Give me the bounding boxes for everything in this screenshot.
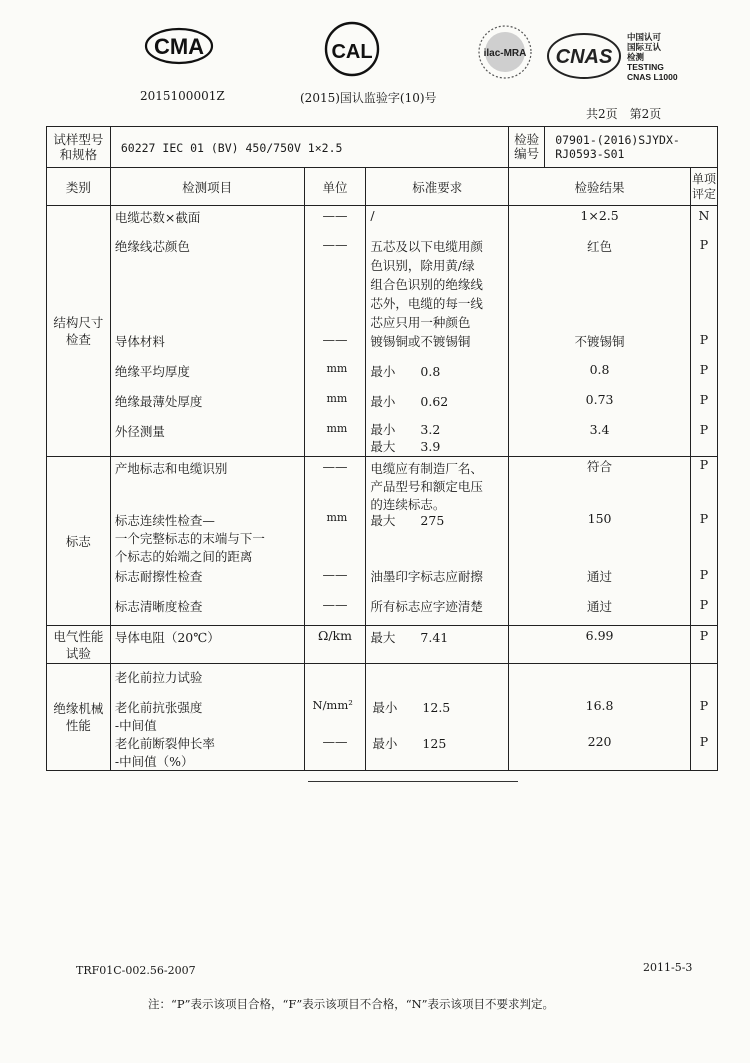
cma-number: 2015100001Z bbox=[140, 89, 225, 103]
unit: —— bbox=[322, 237, 348, 252]
structure-section bbox=[47, 206, 718, 457]
result: 150 bbox=[587, 511, 612, 526]
item-tensile-test: 老化前拉力试验 bbox=[114, 670, 203, 685]
item-elongation-line: -中间值（%） bbox=[114, 754, 194, 769]
unit: mm bbox=[326, 511, 348, 524]
item-elongation: 老化前断裂伸长率 bbox=[114, 736, 215, 751]
requirement-line: 芯应只用一种颜色 bbox=[370, 315, 471, 330]
mechanical-judgments bbox=[691, 664, 717, 770]
report-label-line: 编号 bbox=[514, 146, 540, 161]
category-line: 试验 bbox=[65, 645, 91, 661]
item-core-color: 绝缘线芯颜色 bbox=[114, 239, 190, 254]
mechanical-section bbox=[47, 664, 718, 771]
requirement-line: / bbox=[370, 208, 375, 223]
item-conductor: 导体材料 bbox=[114, 334, 165, 349]
cal-logo bbox=[322, 20, 382, 78]
unit: —— bbox=[322, 734, 348, 749]
requirement-line: 芯外，电缆的每一线 bbox=[370, 296, 483, 311]
judgment: P bbox=[699, 392, 709, 407]
judgment: P bbox=[699, 597, 709, 612]
item-mark-continuity-line: 一个完整标志的末端与下一 bbox=[114, 531, 265, 546]
legend-note: 注：“P”表示该项目合格，“F”表示该项目不合格，“N”表示该项目不要求判定。 bbox=[148, 997, 555, 1011]
result: 0.73 bbox=[585, 392, 614, 407]
requirement-line: 的连续标志。 bbox=[370, 497, 446, 512]
item-avg-thickness: 绝缘平均厚度 bbox=[114, 364, 190, 379]
structure-items bbox=[111, 206, 304, 456]
judgment: P bbox=[699, 734, 709, 749]
requirement-line: 组合色识别的绝缘线 bbox=[370, 277, 483, 292]
structure-category bbox=[47, 206, 111, 457]
result: 红色 bbox=[587, 239, 613, 254]
requirement-line: 最小 12.5 bbox=[372, 700, 451, 715]
col-judgment-line: 评定 bbox=[691, 186, 716, 201]
judgment: N bbox=[698, 208, 710, 223]
mechanical-requirements bbox=[366, 664, 508, 770]
cma-logo-text: CMA bbox=[153, 34, 205, 59]
form-date: 2011-5-3 bbox=[643, 961, 693, 974]
cma-logo bbox=[143, 26, 215, 66]
requirement-line: 最小 0.8 bbox=[370, 364, 441, 379]
requirement-line: 产品型号和额定电压 bbox=[370, 479, 483, 494]
category-line: 检查 bbox=[65, 332, 91, 347]
mechanical-category bbox=[47, 664, 111, 771]
unit: mm bbox=[326, 422, 348, 435]
cnas-logo-text: CNAS bbox=[555, 46, 613, 68]
report-cell bbox=[509, 127, 718, 168]
requirement-line: 最小 0.62 bbox=[370, 394, 449, 409]
unit: Ω/km bbox=[304, 626, 366, 664]
requirement-line: 最小 3.2 bbox=[370, 422, 441, 437]
col-judgment-line: 单项 bbox=[691, 171, 716, 186]
result: 符合 bbox=[587, 459, 613, 474]
unit: —— bbox=[322, 332, 348, 347]
requirement-line: 电缆应有制造厂名、 bbox=[370, 461, 483, 476]
requirement-line: 最大 275 bbox=[370, 513, 445, 528]
judgment: P bbox=[699, 567, 709, 582]
marking-requirements bbox=[366, 457, 508, 625]
mechanical-units bbox=[305, 664, 366, 770]
cnas-line: 检测 bbox=[627, 52, 645, 62]
unit: —— bbox=[322, 208, 348, 223]
item-min-thickness: 绝缘最薄处厚度 bbox=[114, 394, 203, 409]
requirement-line: 油墨印字标志应耐擦 bbox=[370, 569, 483, 584]
form-code: TRF01C-002.56-2007 bbox=[76, 964, 196, 977]
requirement-line: 最大 3.9 bbox=[370, 439, 441, 454]
requirement-line: 最大 7.41 bbox=[366, 626, 509, 664]
mechanical-items bbox=[111, 664, 304, 770]
item-mark-durability: 标志耐擦性检查 bbox=[114, 569, 203, 584]
item-mark-legibility: 标志清晰度检查 bbox=[114, 599, 203, 614]
col-judgment bbox=[690, 168, 717, 206]
judgment: P bbox=[699, 362, 709, 377]
sample-value: 60227 IEC 01 (BV) 450/750V 1×2.5 bbox=[120, 140, 343, 155]
unit: N/mm² bbox=[312, 698, 353, 712]
marking-items bbox=[111, 457, 304, 625]
end-rule bbox=[308, 781, 518, 782]
col-item: 检测项目 bbox=[110, 168, 304, 206]
item-tensile-strength: 老化前抗张强度 bbox=[114, 700, 203, 715]
result: 通过 bbox=[587, 599, 613, 614]
page-info: 共2页 第2页 bbox=[586, 107, 662, 121]
cnas-accreditation-text bbox=[627, 32, 678, 82]
sample-row bbox=[47, 127, 718, 168]
judgment: P bbox=[699, 332, 709, 347]
cnas-line: TESTING bbox=[627, 62, 664, 72]
result: 16.8 bbox=[585, 698, 614, 713]
unit: mm bbox=[326, 392, 348, 405]
cnas-line: CNAS L1000 bbox=[627, 72, 678, 82]
cal-logo-text: CAL bbox=[331, 41, 373, 63]
category-line: 性能 bbox=[65, 718, 91, 733]
result: 不镀锡铜 bbox=[574, 334, 625, 349]
marking-units bbox=[305, 457, 366, 625]
mechanical-results bbox=[509, 664, 690, 770]
item-diameter: 外径测量 bbox=[114, 424, 165, 439]
sample-value-cell bbox=[110, 127, 508, 168]
judgment: P bbox=[699, 511, 709, 526]
requirement-line: 镀锡铜或不镀锡铜 bbox=[370, 334, 471, 349]
judgment: P bbox=[699, 457, 709, 472]
col-result: 检验结果 bbox=[509, 168, 691, 206]
judgment: P bbox=[699, 422, 709, 437]
col-category: 类别 bbox=[47, 168, 111, 206]
marking-section bbox=[47, 457, 718, 626]
ilac-mra-logo bbox=[470, 24, 540, 82]
requirement-line: 最小 125 bbox=[372, 736, 447, 751]
result: 0.8 bbox=[589, 362, 610, 377]
category-line: 电气性能 bbox=[53, 628, 104, 644]
electrical-section bbox=[47, 626, 718, 664]
cnas-line: 中国认可 bbox=[627, 32, 662, 42]
column-header-row bbox=[47, 168, 718, 206]
sample-label-line: 和规格 bbox=[59, 147, 98, 162]
item-origin-mark: 产地标志和电缆识别 bbox=[114, 461, 228, 476]
item-cores-section: 电缆芯数×截面 bbox=[114, 210, 201, 225]
result: 通过 bbox=[587, 569, 613, 584]
structure-judgments bbox=[691, 206, 717, 456]
sample-label bbox=[47, 127, 111, 168]
electrical-category bbox=[47, 626, 111, 664]
item-mark-continuity-line: 个标志的始端之间的距离 bbox=[114, 549, 253, 564]
cal-number: (2015)国认监验字(10)号 bbox=[300, 91, 437, 105]
unit: —— bbox=[322, 597, 348, 612]
item-mark-continuity: 标志连续性检查— bbox=[114, 513, 215, 528]
requirement-line: 五芯及以下电缆用颜 bbox=[370, 239, 483, 254]
requirement-line: 色识别，除用黄/绿 bbox=[370, 258, 475, 273]
category-line: 绝缘机械 bbox=[53, 701, 104, 716]
requirement-line: 所有标志应字迹清楚 bbox=[370, 599, 483, 614]
marking-judgments bbox=[691, 457, 717, 625]
cnas-logo bbox=[545, 30, 623, 82]
category-line: 结构尺寸 bbox=[53, 315, 104, 330]
item-conductor-resistance: 导体电阻（20℃） bbox=[110, 626, 304, 664]
unit: —— bbox=[322, 459, 348, 474]
test-results-table bbox=[46, 126, 718, 771]
cnas-line: 国际互认 bbox=[627, 42, 662, 52]
judgment: P bbox=[690, 626, 717, 664]
unit: —— bbox=[322, 567, 348, 582]
result: 220 bbox=[587, 734, 612, 749]
ilac-logo-text: ilac-MRA bbox=[483, 48, 527, 59]
result: 3.4 bbox=[589, 422, 610, 437]
marking-results bbox=[509, 457, 690, 625]
judgment: P bbox=[699, 237, 709, 252]
unit: mm bbox=[326, 362, 348, 375]
structure-results bbox=[509, 206, 690, 456]
sample-label-line: 试样型号 bbox=[53, 132, 104, 147]
report-label-line: 检验 bbox=[514, 132, 540, 147]
marking-category: 标志 bbox=[47, 457, 111, 626]
result: 6.99 bbox=[509, 626, 691, 664]
result: 1×2.5 bbox=[580, 208, 619, 223]
report-label bbox=[509, 127, 545, 167]
col-requirement: 标准要求 bbox=[366, 168, 509, 206]
judgment: P bbox=[699, 698, 709, 713]
report-number: 07901-(2016)SJYDX-RJ0593-S01 bbox=[555, 133, 680, 161]
col-unit: 单位 bbox=[304, 168, 366, 206]
item-tensile-strength-line: -中间值 bbox=[114, 718, 157, 733]
structure-requirements bbox=[366, 206, 508, 456]
structure-units bbox=[305, 206, 366, 456]
